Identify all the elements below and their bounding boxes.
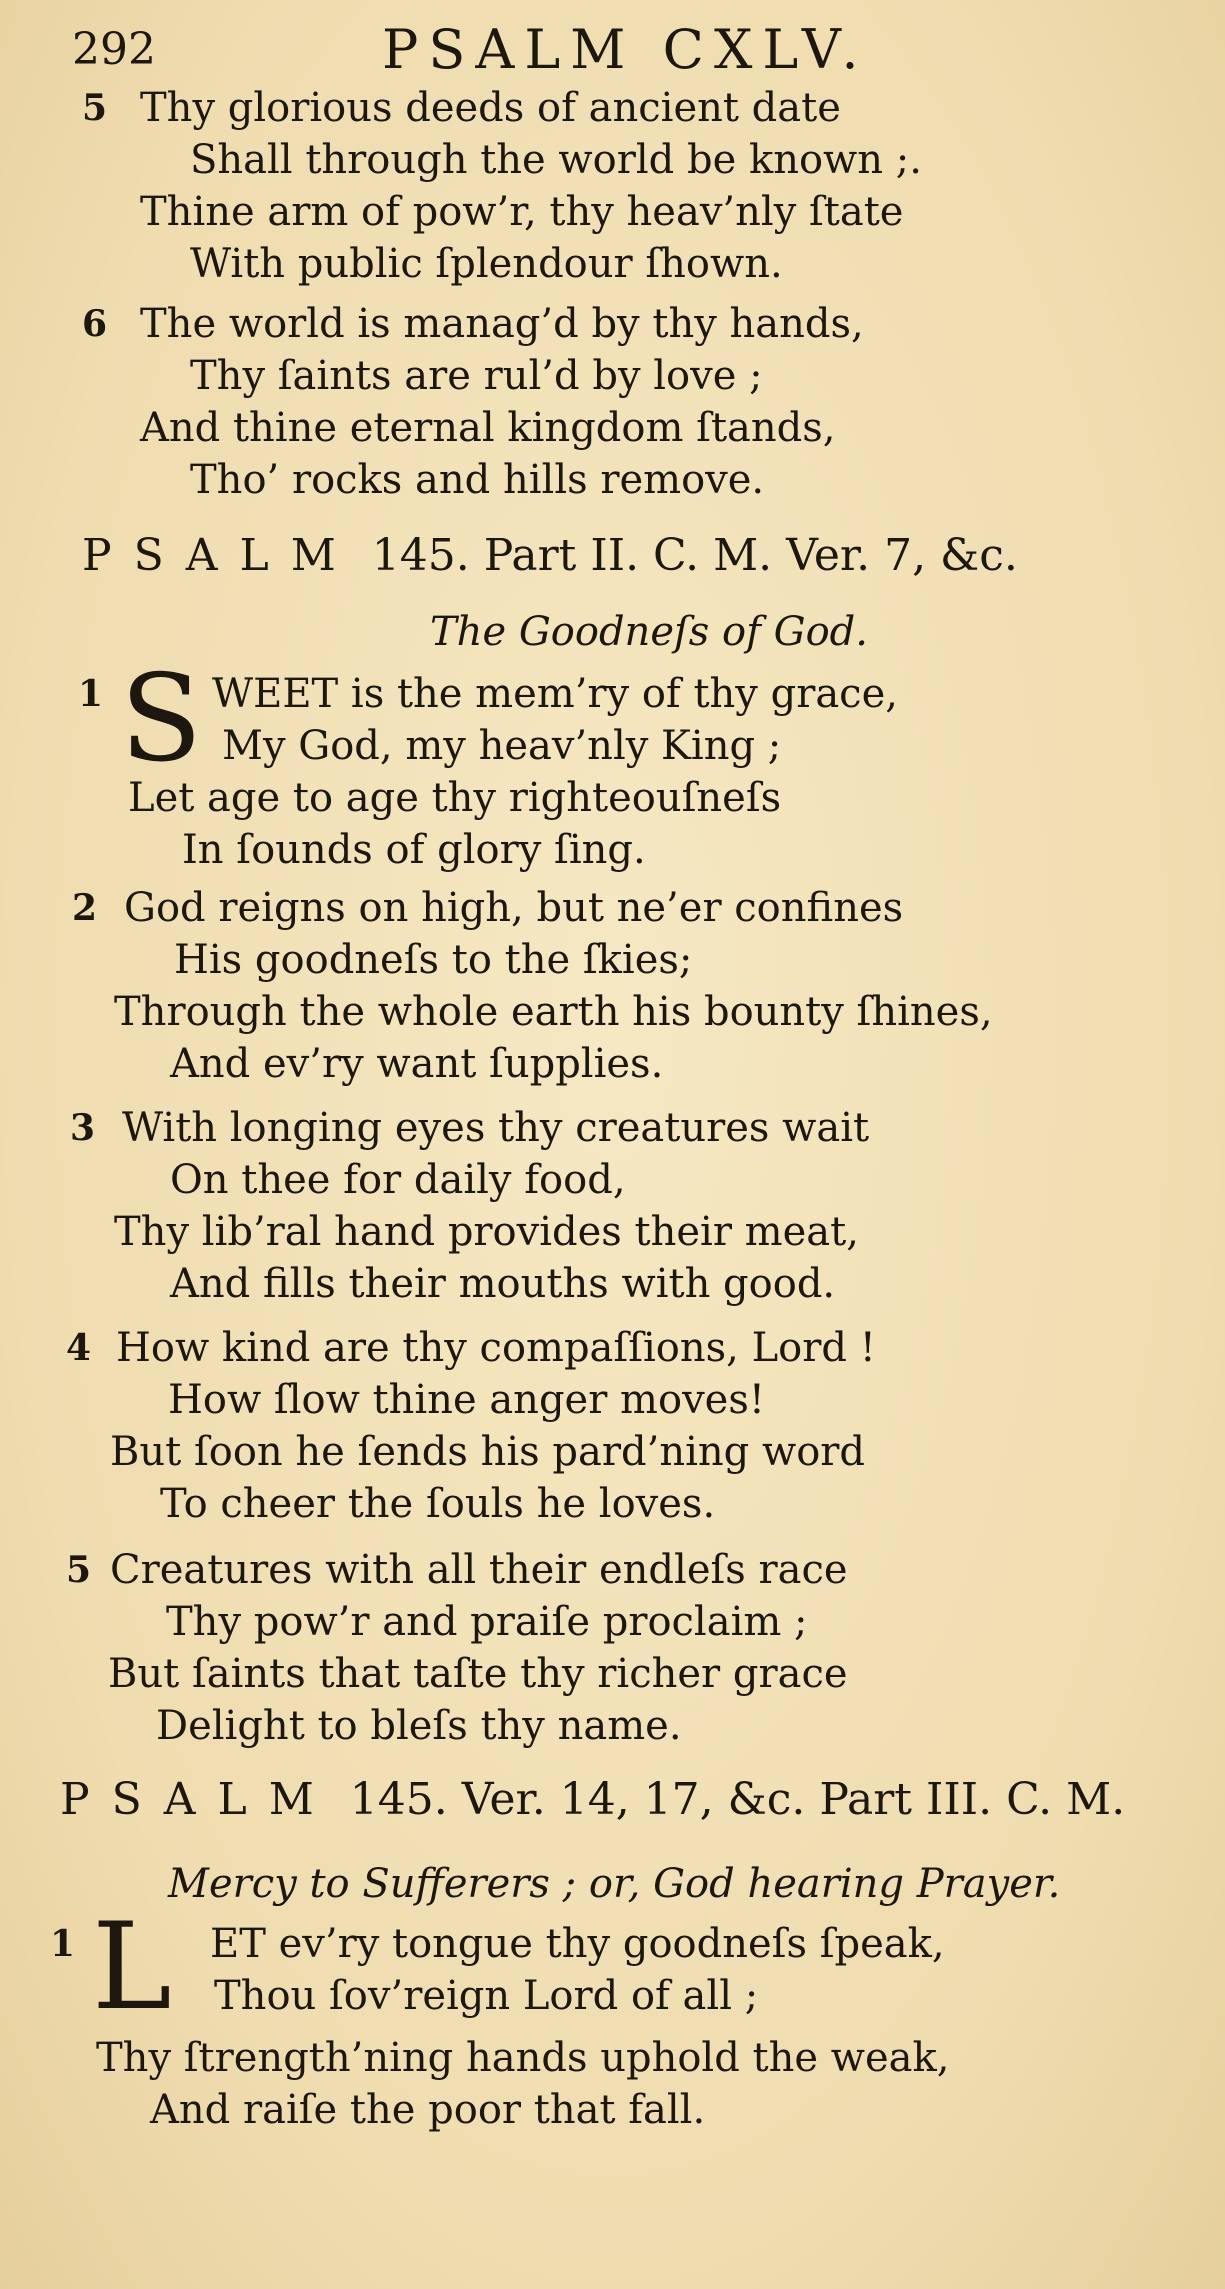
verse-line: WEET is the mem’ry of thy grace, xyxy=(212,671,898,717)
verse-line: Shall through the world be known ;. xyxy=(190,137,922,183)
verse-line: My God, my heav’nly King ; xyxy=(222,723,782,769)
verse-line: Thy pow’r and praiſe proclaim ; xyxy=(166,1599,808,1645)
verse-line: Thy glorious deeds of ancient date xyxy=(140,85,841,131)
drop-capital: L xyxy=(92,1898,172,2037)
verse-line: Delight to bleſs thy name. xyxy=(156,1703,682,1749)
psalm-subtitle: The Goodneſs of God. xyxy=(430,609,868,655)
verse-line: ET ev’ry tongue thy goodneſs ſpeak, xyxy=(210,1921,945,1967)
verse-line: But ſoon he ſends his pard’ning word xyxy=(110,1429,865,1475)
verse-line: With public ſplendour ſhown. xyxy=(190,241,783,287)
verse-line: Let age to age thy righteouſneſs xyxy=(128,775,782,821)
verse-line: Thy lib’ral hand provides their meat, xyxy=(114,1209,859,1255)
verse-line: How ſlow thine anger moves! xyxy=(168,1377,765,1423)
stanza-number: 1 xyxy=(50,1923,76,1965)
verse-line: Thy ſtrength’ning hands uphold the weak, xyxy=(96,2035,950,2081)
verse-line: Through the whole earth his bounty ſhines, xyxy=(114,989,993,1035)
verse-line: And fills their mouths with good. xyxy=(170,1261,836,1307)
drop-capital: S xyxy=(120,650,203,789)
stanza-number: 1 xyxy=(78,673,104,715)
psalm-heading: PSALM 145. Part II. C. M. Ver. 7, &c. xyxy=(82,530,1018,581)
stanza-number: 6 xyxy=(82,303,108,345)
stanza-number: 2 xyxy=(72,887,98,929)
verse-line: His goodneſs to the ſkies; xyxy=(174,937,693,983)
verse-line: On thee for daily food, xyxy=(170,1157,626,1203)
psalm-subtitle: Mercy to Sufferers ; or, God hearing Prayer. xyxy=(168,1861,1061,1907)
running-header xyxy=(72,18,1172,81)
running-title: PSALM CXLV. xyxy=(382,18,869,81)
verse-line: Thou ſov’reign Lord of all ; xyxy=(214,1973,759,2019)
verse-line: And raiſe the poor that fall. xyxy=(150,2087,706,2133)
stanza-number: 3 xyxy=(70,1107,96,1149)
verse-line: How kind are thy compaſſions, Lord ! xyxy=(116,1325,876,1371)
stanza-number: 4 xyxy=(66,1327,92,1369)
verse-line: Thine arm of pow’r, thy heav’nly ſtate xyxy=(140,189,904,235)
verse-line: To cheer the ſouls he loves. xyxy=(160,1481,716,1527)
psalm-heading: PSALM 145. Ver. 14, 17, &c. Part III. C. M. xyxy=(60,1774,1126,1825)
verse-line: In ſounds of glory ſing. xyxy=(182,827,646,873)
verse-line: The world is manag’d by thy hands, xyxy=(140,301,864,347)
stanza-number: 5 xyxy=(66,1549,92,1591)
verse-line: Creatures with all their endleſs race xyxy=(110,1547,848,1593)
page-number: 292 xyxy=(72,24,156,75)
verse-line: Thy ſaints are rul’d by love ; xyxy=(190,353,763,399)
verse-line: Tho’ rocks and hills remove. xyxy=(190,457,765,503)
verse-line: With longing eyes thy creatures wait xyxy=(122,1105,870,1151)
verse-line: And ev’ry want ſupplies. xyxy=(170,1041,664,1087)
verse-line: God reigns on high, but ne’er confines xyxy=(124,885,904,931)
stanza-number: 5 xyxy=(82,87,108,129)
verse-line: But ſaints that taſte thy richer grace xyxy=(108,1651,848,1697)
verse-line: And thine eternal kingdom ſtands, xyxy=(140,405,836,451)
